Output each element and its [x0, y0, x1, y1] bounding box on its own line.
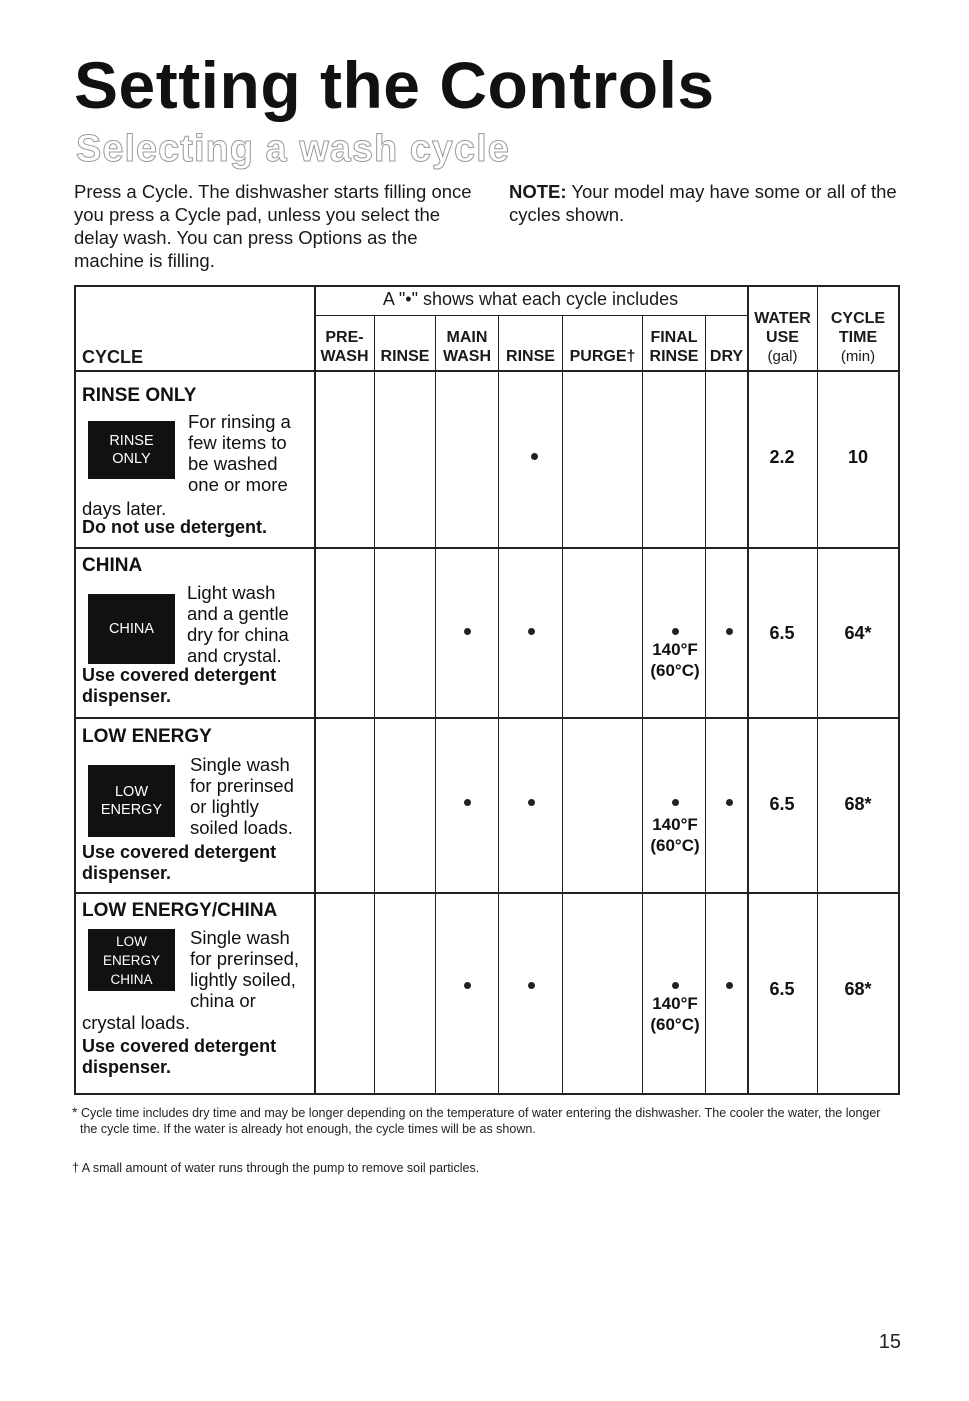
col-rinse2-header: RINSE	[506, 348, 555, 365]
footnote-dagger-mark: †	[72, 1161, 79, 1175]
intro-text: Press a Cycle. The dishwasher starts filling once you press a Cycle pad, unless you select the delay wash. You can press Options as the machine is filling.	[74, 181, 472, 271]
cycle-description-tail: crystal loads.	[82, 1012, 190, 1033]
col-dry-header: DRY	[709, 348, 744, 365]
cycle-description: Single wash for prerinsed or lightly soiled loads.	[190, 754, 294, 838]
china-pad-icon: CHINA	[88, 594, 175, 664]
dry-dot	[726, 982, 733, 989]
rinse-dot	[528, 799, 535, 806]
rinse-dot	[528, 982, 535, 989]
footnote-star-text: Cycle time includes dry time and may be longer depending on the temperature of water entering the dishwasher. The cooler the water, the longer the cycle time. If the water is already hot enough, the cycle times will be as shown.	[80, 1106, 881, 1136]
cycle-time-value: 68*	[844, 794, 872, 814]
footnote-cycle-time	[72, 1104, 900, 1137]
cycle-description: For rinsing a few items to be washed one or more	[188, 411, 291, 495]
cycle-name: RINSE ONLY	[82, 385, 197, 406]
cycle-name: LOW ENERGY/CHINA	[82, 900, 278, 921]
main-wash-dot	[464, 799, 471, 806]
detergent-note: Use covered detergent dispenser.	[82, 665, 277, 706]
water-use-value: 6.5	[769, 623, 795, 643]
note-label: NOTE:	[509, 181, 567, 202]
page-number: 15	[878, 1331, 901, 1353]
final-rinse-temp: 140°F (60°C)	[650, 640, 700, 680]
col-mainwash-header: MAIN WASH	[443, 329, 491, 365]
cycle-time-value: 10	[847, 447, 869, 467]
low-energy-pad-icon: LOW ENERGY	[88, 765, 175, 837]
final-rinse-dot	[672, 628, 679, 635]
col-finalrinse-header: FINAL RINSE	[649, 329, 699, 365]
main-wash-dot	[464, 628, 471, 635]
page-title: Setting the Controls	[74, 48, 715, 122]
detergent-note: Use covered detergent dispenser.	[82, 842, 277, 883]
section-subtitle: Selecting a wash cycle	[76, 128, 510, 170]
cycle-time-header: CYCLE TIME (min)	[830, 310, 886, 365]
table-caption: A "•" shows what each cycle includes	[382, 289, 679, 309]
cycle-name: CHINA	[82, 555, 143, 576]
rinse-dot	[528, 628, 535, 635]
note-text	[509, 180, 909, 226]
final-rinse-dot	[672, 799, 679, 806]
col-purge-header: PURGE†	[569, 348, 636, 365]
cycle-column-header: CYCLE	[82, 347, 144, 367]
dry-dot	[726, 799, 733, 806]
water-use-value: 6.5	[769, 794, 795, 814]
water-use-header: WATER USE (gal)	[754, 310, 811, 365]
cycle-description-tail: days later.	[82, 498, 167, 519]
cycle-time-value: 64*	[844, 623, 872, 643]
dry-dot	[726, 628, 733, 635]
footnote-purge	[72, 1160, 900, 1176]
rinse-only-pad-icon: RINSE ONLY	[88, 421, 175, 479]
rinse-dot	[531, 453, 538, 460]
main-wash-dot	[464, 982, 471, 989]
col-rinse1-header: RINSE	[380, 348, 430, 365]
cycle-table	[74, 285, 900, 1095]
cycle-description: Light wash and a gentle dry for china and crystal.	[187, 582, 289, 666]
water-use-value: 6.5	[769, 979, 795, 999]
detergent-note: Use covered detergent dispenser.	[82, 1036, 277, 1077]
final-rinse-temp: 140°F (60°C)	[650, 994, 700, 1034]
final-rinse-dot	[672, 982, 679, 989]
cycle-time-value: 68*	[844, 979, 872, 999]
final-rinse-temp: 140°F (60°C)	[650, 815, 700, 855]
low-energy-china-pad-icon: LOW ENERGY CHINA	[88, 929, 175, 991]
water-use-value: 2.2	[769, 447, 795, 467]
detergent-note: Do not use detergent.	[82, 517, 268, 537]
cycle-name: LOW ENERGY	[82, 726, 212, 747]
footnote-dagger-text: A small amount of water runs through the pump to remove soil particles.	[81, 1161, 480, 1175]
col-prewash-header: PRE- WASH	[320, 329, 369, 365]
cycle-description: Single wash for prerinsed, lightly soiled, china or	[190, 927, 299, 1011]
note-body: Your model may have some or all of the cycles shown.	[509, 181, 897, 225]
footnote-star-mark: *	[72, 1104, 78, 1120]
